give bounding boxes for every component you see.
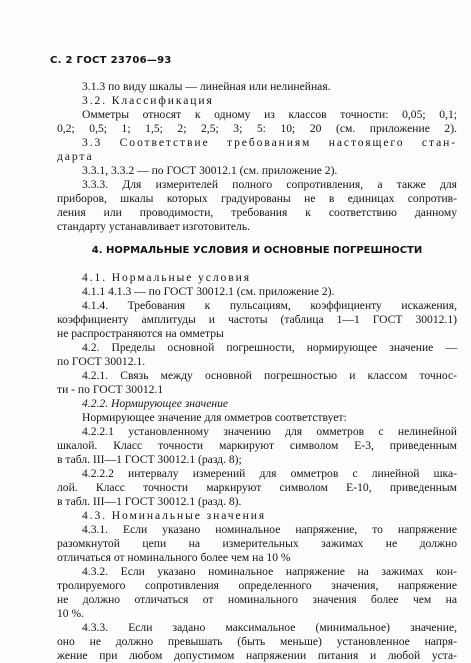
- text-line: стандарту устанавливает изготовитель.: [57, 220, 251, 233]
- text-line: 4.3.3. Если задано максимальное (минимальное) значение,: [82, 621, 457, 634]
- text-line: 0,2; 0,5; 1; 1,5; 2; 2,5; 3; 5: 10; 20 (см. приложение 2).: [57, 122, 457, 135]
- text-line: оно не должно превышать (быть меньше) установленное напря-: [57, 635, 457, 648]
- text-line: Омметры относят к одному из классов точности: 0,05; 0,1;: [82, 108, 457, 121]
- text-line-clipped: жение при любом допустимом напряжении питания и любой уста-: [57, 649, 457, 662]
- section-title: 4. НОРМАЛЬНЫЕ УСЛОВИЯ И ОСНОВНЫЕ ПОГРЕШНОСТИ: [91, 245, 423, 256]
- subsection-heading: 4.2.2. Нормирующее значение: [82, 397, 229, 410]
- text-line: 4.3.2. Если указано номинальное напряжение на зажимах кон-: [82, 565, 457, 578]
- text-line: в табл. III—1 ГОСТ 30012.1 (разд. 8).: [57, 495, 242, 508]
- text-line: 10 %.: [57, 607, 85, 620]
- text-line: 3.3.1, 3.3.2 — по ГОСТ 30012.1 (см. приложение 2).: [82, 164, 338, 177]
- text-line: 3.3.3. Для измерителей полного сопротивления, а также для: [82, 178, 457, 191]
- text-line: ти - по ГОСТ 30012.1: [57, 383, 164, 396]
- text-line: 4.3.1. Если указано номинальное напряжение, то напряжение: [82, 523, 457, 536]
- text-line: по ГОСТ 30012.1.: [57, 355, 146, 368]
- text-line: коэффициенту амплитуды и частоты (таблица 1—1 ГОСТ 30012.1): [57, 313, 457, 326]
- text-line: разомкнутой цепи на измерительных зажимах не должно: [57, 537, 457, 550]
- subsection-heading: дарта: [57, 150, 94, 163]
- text-line: 4.2.2.2 интервалу измерений для омметров с линейной шка-: [82, 467, 457, 480]
- text-line: 4.2.1. Связь между основной погрешностью и классом точнос-: [82, 369, 457, 382]
- text-line: 4.1.4. Требования к пульсациям, коэффициенту искажения,: [82, 299, 457, 312]
- text-line: отличаться от номинального более чем на 10 %: [57, 551, 291, 564]
- text-line: не должно отличаться от номинального значения более чем на: [57, 593, 457, 606]
- text-line: 4.2. Пределы основной погрешности, нормирующее значение —: [82, 341, 457, 354]
- text-line: приборов, шкалы которых градуированы не в единицах сопротив-: [57, 192, 457, 205]
- text-line: в табл. III—1 ГОСТ 30012.1 (разд. 8);: [57, 453, 242, 466]
- text-line: 4.2.2.1 установленному значению для омметров с нелинейной: [82, 425, 457, 438]
- text-line: шкалой. Класс точности маркируют символом Е-3, приведенным: [57, 439, 457, 452]
- subsection-heading: 4.1. Нормальные условия: [82, 271, 251, 284]
- text-line: Нормирующее значение для омметров соответствует:: [82, 411, 347, 424]
- text-line: лой. Класс точности маркируют символом Е-10, приведенным: [57, 481, 457, 494]
- text-line: тролируемого сопротивления определенного значения, напряжение: [57, 579, 457, 592]
- page-header: С. 2 ГОСТ 23706—93: [50, 55, 172, 66]
- subsection-heading: 4.3. Номинальные значения: [82, 509, 267, 522]
- subsection-heading: 3.2. Классификация: [82, 94, 214, 107]
- subsection-heading: 3.3 Соответствие требованиям настоящего стан-: [82, 136, 457, 149]
- text-line: 4.1.1 4.1.3 — по ГОСТ 30012.1 (см. приложение 2).: [82, 285, 335, 298]
- text-line: ления или проводимости, требования к соответствию данному: [57, 206, 457, 219]
- text-line: 3.1.3 по виду шкалы — линейная или нелинейная.: [82, 80, 331, 93]
- text-line: не распространяются на омметры: [57, 327, 224, 340]
